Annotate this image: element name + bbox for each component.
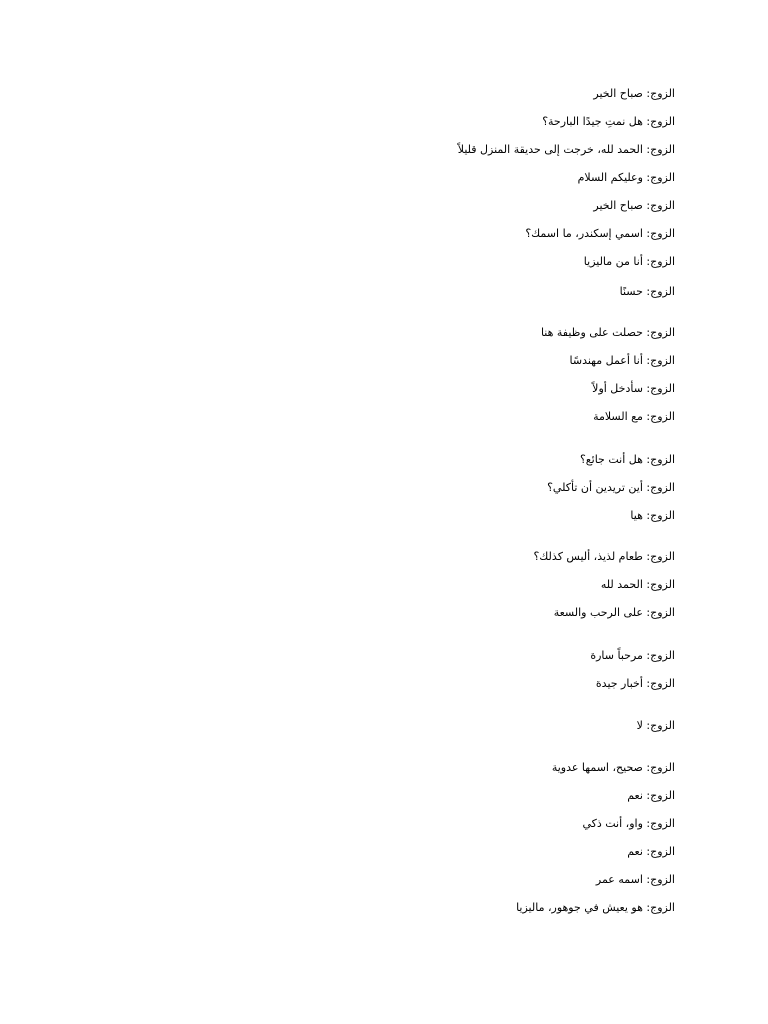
dialogue-line: الزوج: لا <box>636 719 675 732</box>
dialogue-line: الزوج: واو، أنت ذكي <box>582 817 675 830</box>
dialogue-line: الزوج: اسمه عمر <box>595 873 675 886</box>
dialogue-line: الزوج: هل نمتِ جيدًا البارحة؟ <box>542 115 675 128</box>
dialogue-line: الزوج: هيا <box>630 509 675 522</box>
dialogue-line: الزوج: هو يعيش في جوهور، ماليزيا <box>516 901 675 914</box>
dialogue-line: الزوج: مع السلامة <box>593 410 675 423</box>
dialogue-line: الزوج: أين تريدين أن تأكلي؟ <box>547 481 675 494</box>
dialogue-line: الزوج: اسمي إسكندر، ما اسمك؟ <box>525 227 675 240</box>
dialogue-line: الزوج: سأدخل أولاً <box>592 382 675 395</box>
dialogue-line: الزوج: الحمد لله، خرجت إلى حديقة المنزل قليلاً <box>457 143 675 156</box>
dialogue-line: الزوج: حسنًا <box>619 285 675 298</box>
dialogue-line: الزوج: طعام لذيذ، أليس كذلك؟ <box>533 550 675 563</box>
dialogue-line: الزوج: نعم <box>627 845 675 858</box>
dialogue-line: الزوج: على الرحب والسعة <box>553 606 675 619</box>
dialogue-line: الزوج: حصلت على وظيفة هنا <box>540 326 675 339</box>
dialogue-line: الزوج: أخبار جيدة <box>595 677 675 690</box>
dialogue-line: الزوج: مرحباً سارة <box>590 649 675 662</box>
dialogue-line: الزوج: أنا أعمل مهندسًا <box>569 354 675 367</box>
dialogue-line: الزوج: وعليكم السلام <box>577 171 675 184</box>
dialogue-line: الزوج: أنا من ماليزيا <box>583 255 675 268</box>
dialogue-line: الزوج: صباح الخير <box>593 87 675 100</box>
dialogue-line: الزوج: صحيح، اسمها عدوية <box>551 761 675 774</box>
dialogue-line: الزوج: صباح الخير <box>593 199 675 212</box>
dialogue-line: الزوج: الحمد لله <box>600 578 675 591</box>
dialogue-line: الزوج: نعم <box>627 789 675 802</box>
dialogue-line: الزوج: هل أنت جائع؟ <box>579 453 675 466</box>
